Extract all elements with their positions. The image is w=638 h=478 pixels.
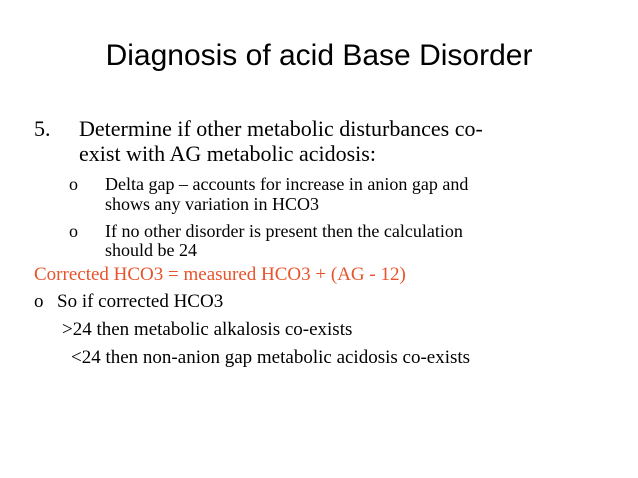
sub-bullet-2-line-2: should be 24	[105, 240, 197, 260]
conclusion-case-low: <24 then non-anion gap metabolic acidosis co-exists	[71, 347, 471, 368]
conclusion-marker: o	[34, 291, 44, 312]
conclusion-lead: So if corrected HCO3	[57, 291, 224, 312]
sub-bullet-marker: o	[69, 221, 78, 241]
sub-bullet-marker: o	[69, 174, 78, 194]
sub-bullet-1-line-1: Delta gap – accounts for increase in anion gap and	[105, 174, 469, 194]
sub-bullet-1-line-2: shows any variation in HCO3	[105, 194, 319, 214]
step-text-line-2: exist with AG metabolic acidosis:	[79, 141, 376, 166]
conclusion-case-high: >24 then metabolic alkalosis co-exists	[62, 319, 353, 340]
corrected-hco3-formula: Corrected HCO3 = measured HCO3 + (AG - 12)	[34, 264, 406, 285]
sub-bullet-2-line-1: If no other disorder is present then the calculation	[105, 221, 463, 241]
step-number: 5.	[34, 116, 51, 141]
step-text-line-1: Determine if other metabolic disturbances co-	[79, 116, 483, 141]
slide-title: Diagnosis of acid Base Disorder	[105, 39, 533, 72]
